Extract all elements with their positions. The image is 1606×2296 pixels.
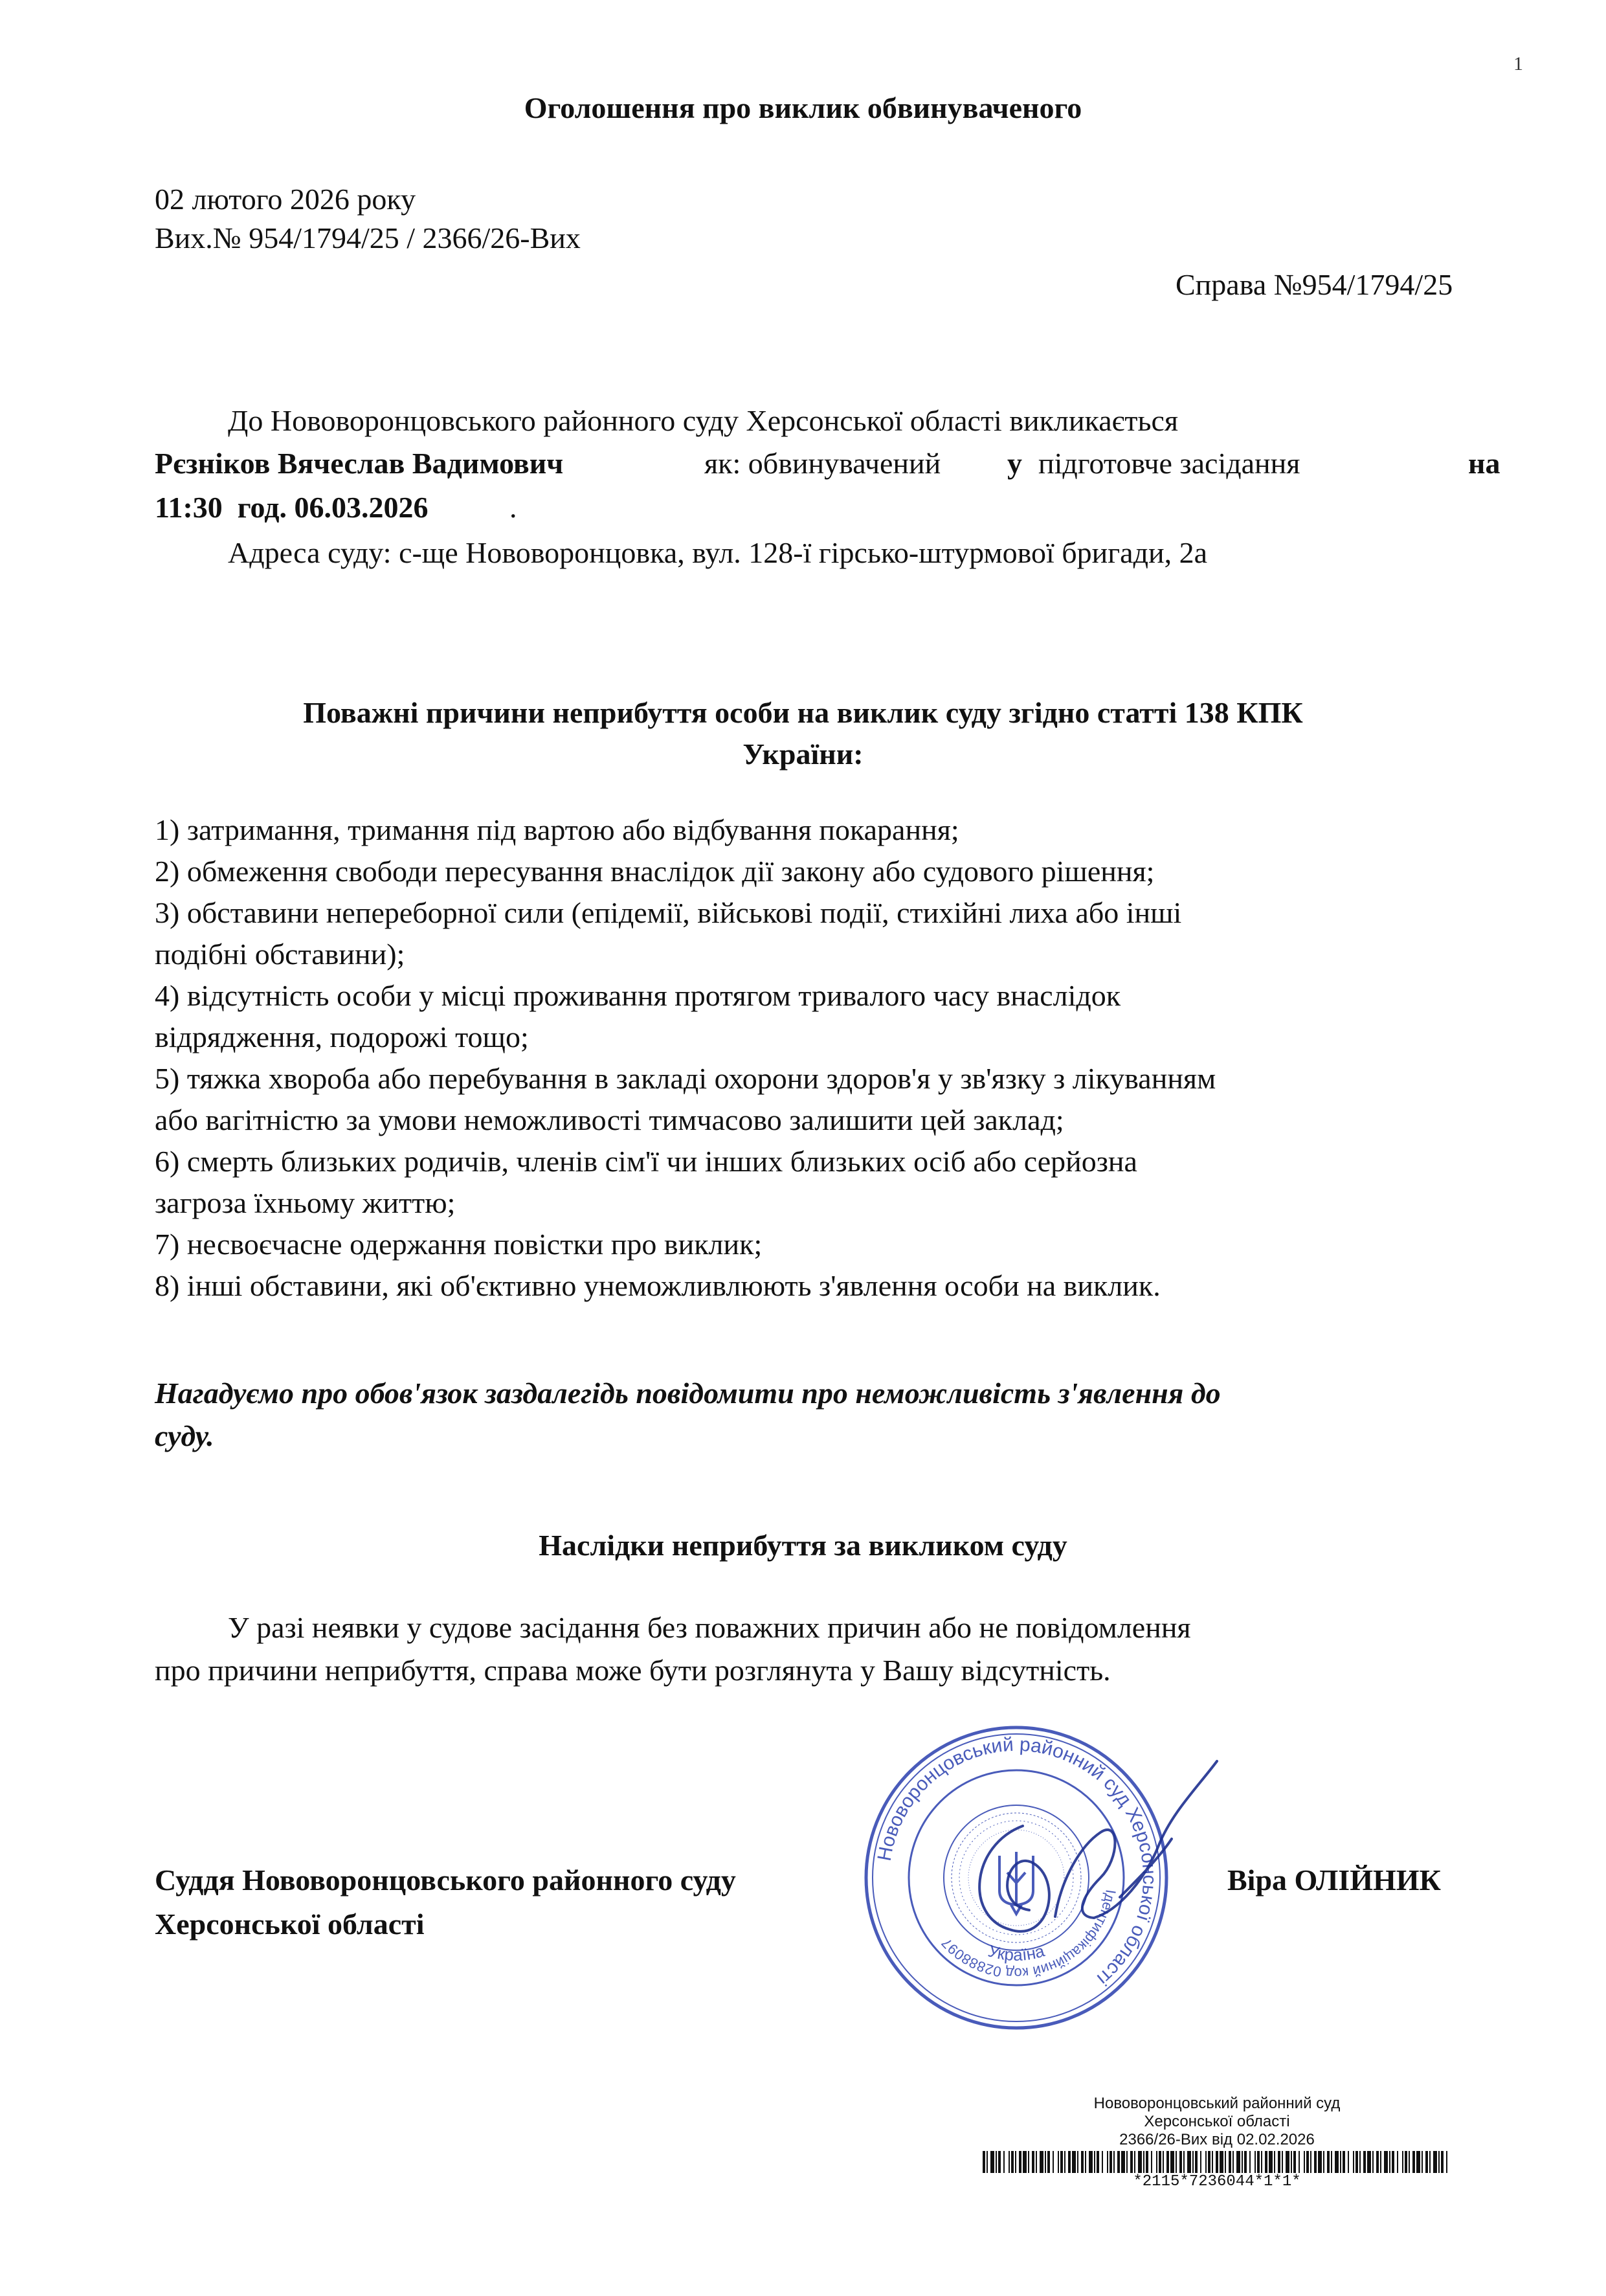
registration-number: 2366/26-Вих від 02.02.2026 — [1119, 2131, 1315, 2148]
date-line: 02 лютого 2026 року — [155, 183, 416, 216]
seal-inner-text: Ідентифікаційний код 02888097 — [938, 1888, 1119, 1982]
reminder-line-2: суду. — [155, 1419, 214, 1452]
reasons-line: або вагітністю за умови неможливості тимчасово залишити цей заклад; — [155, 1103, 1064, 1136]
session-time-date: 11:30 год. 06.03.2026 — [155, 491, 429, 524]
person-name: Рєзніков Вячеслав Вадимович — [155, 447, 564, 480]
registration-block — [977, 2095, 1456, 2149]
registration-region: Херсонської області — [1144, 2113, 1290, 2130]
reasons-line: 1) затримання, тримання під вартою або відбування покарання; — [155, 813, 959, 846]
seal-outer-text: Нововоронцовський районний суд Херсонської області — [873, 1733, 1161, 1990]
reasons-line: подібні обставини); — [155, 938, 405, 971]
consequences-line-2: про причини неприбуття, справа може бути розглянута у Вашу відсутність. — [155, 1654, 1111, 1687]
seal-bottom-text: Україна — [986, 1941, 1047, 1964]
reasons-line: 3) обставини непереборної сили (епідемії, військові події, стихійні лиха або інші — [155, 896, 1182, 929]
reminder-line-1: Нагадуємо про обов'язок заздалегідь повідомити про неможливість з'явлення до — [155, 1377, 1221, 1410]
judge-name: Віра ОЛІЙНИК — [1227, 1863, 1441, 1896]
preposition-na: на — [1468, 447, 1500, 480]
reasons-line: 4) відсутність особи у місці проживання протягом тривалого часу внаслідок — [155, 979, 1121, 1012]
consequences-line-1: У разі неявки у судове засідання без поважних причин або не повідомлення — [228, 1611, 1191, 1644]
reasons-line: 8) інші обставини, які об'єктивно унеможливлюють з'явлення особи на виклик. — [155, 1269, 1161, 1302]
consequences-heading: Наслідки неприбуття за викликом суду — [539, 1529, 1067, 1562]
reasons-heading-line-1: Поважні причини неприбуття особи на виклик суду згідно статті 138 КПК — [303, 696, 1303, 729]
reasons-heading-line-2: України: — [742, 737, 864, 771]
reasons-line: 7) несвоєчасне одержання повістки про виклик; — [155, 1228, 763, 1261]
role-text: як: обвинувачений — [704, 447, 941, 480]
reasons-line: відрядження, подорожі тощо; — [155, 1020, 529, 1053]
reasons-line: 2) обмеження свободи пересування внаслідок дії закону або судового рішення; — [155, 855, 1155, 888]
preposition-u: у — [1007, 447, 1022, 480]
barcode-icon — [983, 2151, 1449, 2173]
session-type: підготовче засідання — [1038, 447, 1300, 480]
barcode-text: *2115*7236044*1*1* — [1133, 2173, 1301, 2190]
case-number: Справа №954/1794/25 — [1176, 268, 1453, 301]
judge-position-line-1: Суддя Нововоронцовського районного суду — [155, 1863, 736, 1896]
reasons-line: 5) тяжка хвороба або перебування в закладі охорони здоров'я у зв'язку з лікуванням — [155, 1062, 1216, 1095]
page-number: 1 — [1513, 53, 1523, 74]
registration-court: Нововоронцовський районний суд — [1093, 2095, 1341, 2112]
summons-line-1: До Нововоронцовського районного суду Херсонської області викликається — [228, 404, 1179, 437]
reasons-line: 6) смерть близьких родичів, членів сім'ї чи інших близьких осіб або серйозна — [155, 1145, 1137, 1178]
court-address: Адреса суду: с-ще Нововоронцовка, вул. 128-ї гірсько-штурмової бригади, 2а — [228, 536, 1208, 569]
outgoing-number: Вих.№ 954/1794/25 / 2366/26-Вих — [155, 221, 581, 254]
summons-period: . — [509, 491, 517, 524]
judge-signature — [926, 1748, 1223, 1981]
judge-position-line-2: Херсонської області — [155, 1908, 425, 1941]
document-title: Оголошення про виклик обвинуваченого — [524, 91, 1082, 124]
reasons-line: загроза їхньому життю; — [155, 1186, 456, 1219]
